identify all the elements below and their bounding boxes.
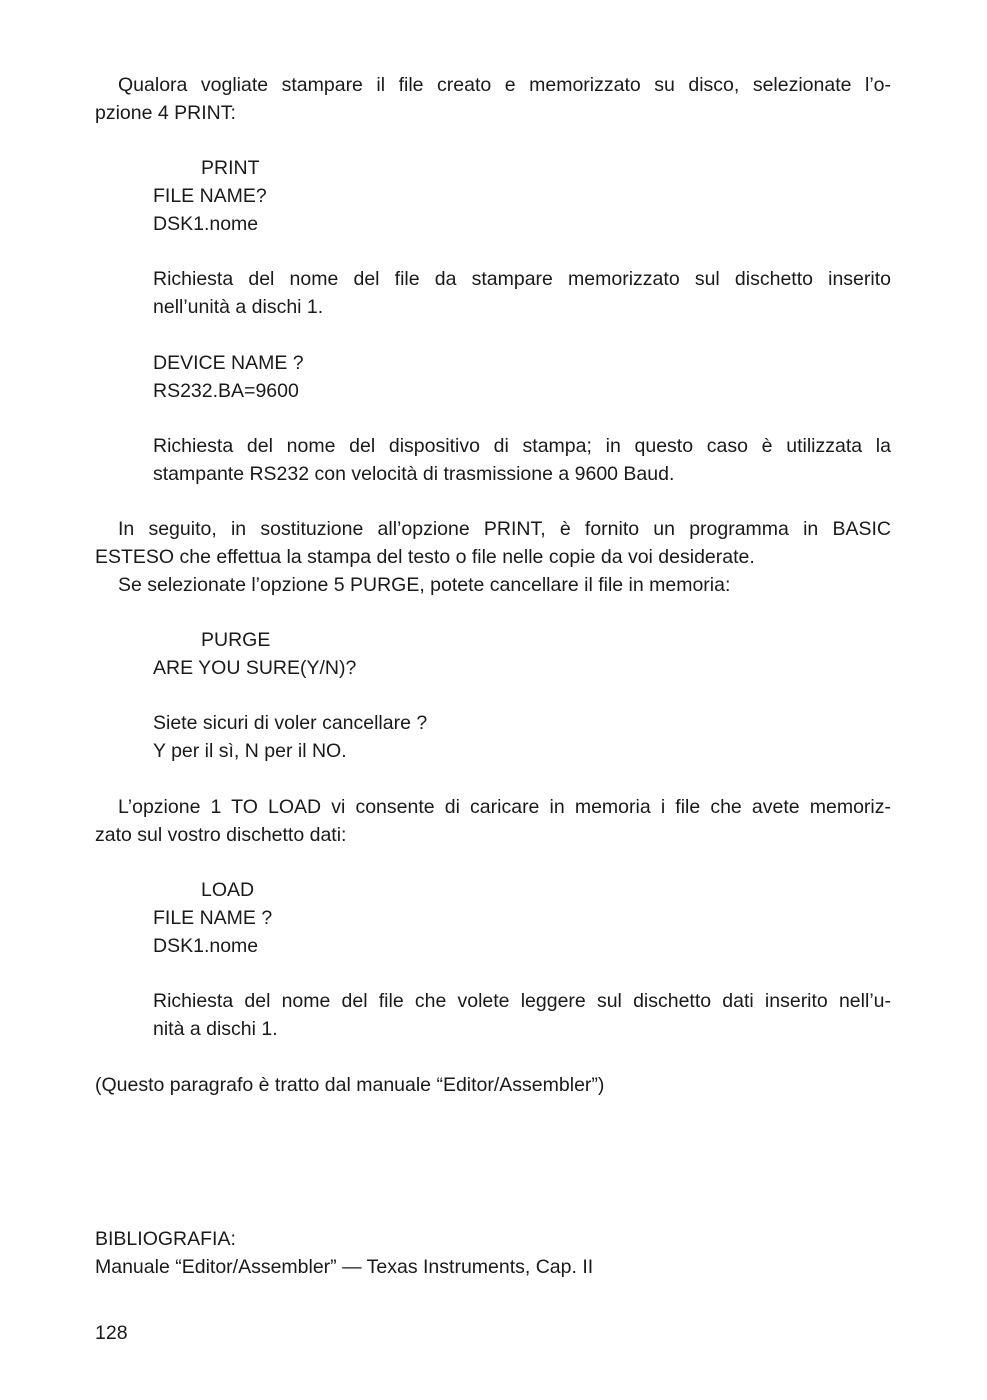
print-command: PRINT: [201, 157, 260, 179]
device-name-prompt: DEVICE NAME ?: [153, 352, 304, 374]
device-description-line2: stampante RS232 con velocità di trasmissione a 9600 Baud.: [153, 463, 675, 485]
paragraph-load-line1: L’opzione 1 TO LOAD vi consente di caricare in memoria i file che avete memoriz-: [118, 796, 891, 818]
source-note: (Questo paragrafo è tratto dal manuale “Editor/Assembler”): [95, 1074, 605, 1096]
bibliography-entry: Manuale “Editor/Assembler” — Texas Instruments, Cap. II: [95, 1256, 594, 1278]
paragraph-print-line1: Qualora vogliate stampare il file creato e memorizzato su disco, selezionate l’o-: [118, 74, 891, 96]
paragraph-print-line2: pzione 4 PRINT:: [95, 102, 236, 124]
paragraph-load-line2: zato sul vostro dischetto dati:: [95, 824, 347, 846]
device-description-line1: Richiesta del nome del dispositivo di stampa; in questo caso è utilizzata la: [153, 435, 891, 457]
purge-confirm-prompt: ARE YOU SURE(Y/N)?: [153, 657, 357, 679]
bibliography-heading: BIBLIOGRAFIA:: [95, 1228, 236, 1250]
paragraph-purge-intro: Se selezionate l’opzione 5 PURGE, potete cancellare il file in memoria:: [118, 574, 731, 596]
purge-description-line2: Y per il sì, N per il NO.: [153, 740, 347, 762]
load-description-line2: nità a dischi 1.: [153, 1018, 278, 1040]
device-name-value: RS232.BA=9600: [153, 380, 299, 402]
print-description-line2: nell’unità a dischi 1.: [153, 296, 324, 318]
load-file-value: DSK1.nome: [153, 935, 259, 957]
purge-description-line1: Siete sicuri di voler cancellare ?: [153, 712, 428, 734]
page-number: 128: [95, 1322, 128, 1344]
load-command: LOAD: [201, 879, 255, 901]
paragraph-basic-line2: ESTESO che effettua la stampa del testo o file nelle copie da voi desiderate.: [95, 546, 755, 568]
print-file-prompt: FILE NAME?: [153, 185, 267, 207]
paragraph-basic-line1: In seguito, in sostituzione all’opzione PRINT, è fornito un programma in BASIC: [118, 518, 891, 540]
load-description-line1: Richiesta del nome del file che volete leggere sul dischetto dati inserito nell’u-: [153, 990, 891, 1012]
load-file-prompt: FILE NAME ?: [153, 907, 273, 929]
purge-command: PURGE: [201, 629, 271, 651]
print-description-line1: Richiesta del nome del file da stampare memorizzato sul dischetto inserito: [153, 268, 891, 290]
print-file-value: DSK1.nome: [153, 213, 259, 235]
